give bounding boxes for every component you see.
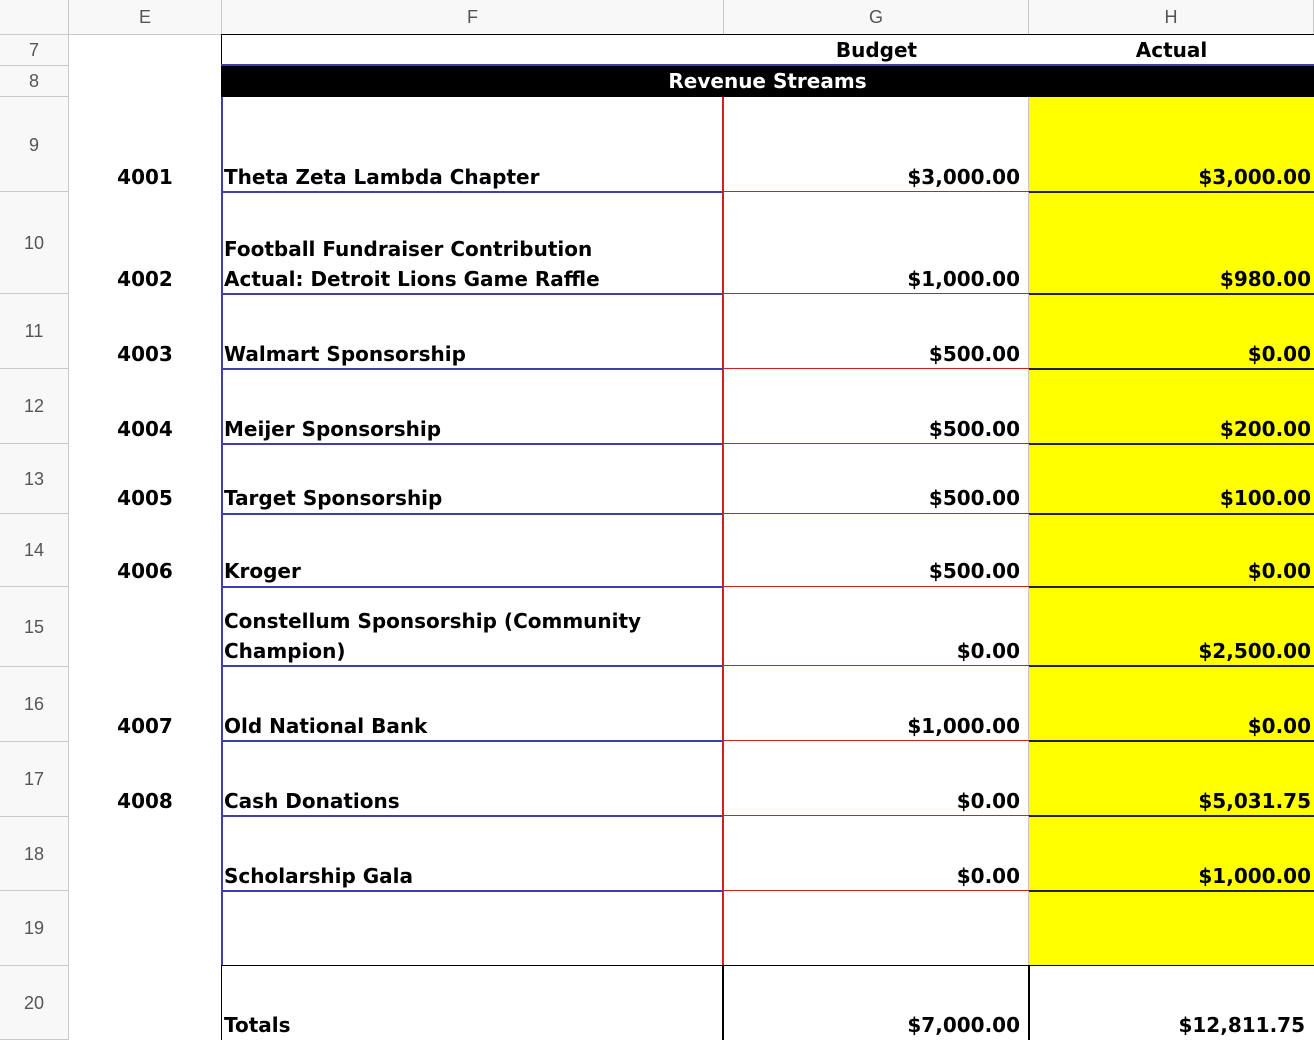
budget-amount[interactable]: $1,000.00 — [907, 267, 1020, 291]
row-header-16[interactable]: 16 — [0, 667, 69, 742]
row-header-20[interactable]: 20 — [0, 966, 69, 1040]
row-separator — [1029, 293, 1314, 295]
account-code[interactable]: 4006 — [117, 559, 173, 583]
actual-amount[interactable]: $0.00 — [1247, 559, 1311, 583]
budget-amount[interactable]: $3,000.00 — [907, 165, 1020, 189]
row-separator — [1029, 740, 1314, 742]
revenue-description[interactable]: Theta Zeta Lambda Chapter — [224, 165, 540, 189]
revenue-description[interactable]: Walmart Sponsorship — [224, 342, 466, 366]
actual-amount[interactable]: $2,500.00 — [1198, 639, 1311, 663]
revenue-description[interactable]: Target Sponsorship — [224, 486, 443, 510]
account-code[interactable]: 4004 — [117, 417, 173, 441]
actual-amount[interactable]: $200.00 — [1219, 417, 1311, 441]
budget-amount[interactable]: $0.00 — [956, 789, 1020, 813]
row-header-15[interactable]: 15 — [0, 587, 69, 667]
row-header-13[interactable]: 13 — [0, 444, 69, 514]
column-header-e[interactable]: E — [69, 0, 222, 35]
row-header-18[interactable]: 18 — [0, 817, 69, 891]
revenue-description[interactable]: Meijer Sponsorship — [224, 417, 442, 441]
left-border — [221, 97, 223, 966]
row-separator — [723, 586, 1029, 587]
account-code[interactable]: 4001 — [117, 165, 173, 189]
budget-amount[interactable]: $500.00 — [928, 559, 1020, 583]
row-header-11[interactable]: 11 — [0, 294, 69, 369]
actual-amount[interactable]: $0.00 — [1247, 714, 1311, 738]
row-separator — [1029, 890, 1314, 892]
actual-amount[interactable]: $5,031.75 — [1198, 789, 1311, 813]
row-separator — [1029, 443, 1314, 445]
column-header-h[interactable]: H — [1029, 0, 1314, 35]
row-separator — [723, 443, 1029, 444]
totals-label[interactable]: Totals — [224, 1013, 291, 1037]
row-separator — [221, 586, 723, 588]
row-separator — [723, 293, 1029, 294]
actual-amount[interactable]: $1,000.00 — [1198, 864, 1311, 888]
budget-divider — [722, 97, 724, 966]
budget-amount[interactable]: $0.00 — [956, 639, 1020, 663]
account-code[interactable]: 4005 — [117, 486, 173, 510]
row-header-9[interactable]: 9 — [0, 97, 69, 192]
row-separator — [1029, 191, 1314, 193]
column-header-g[interactable]: G — [724, 0, 1029, 35]
budget-amount[interactable]: $0.00 — [956, 864, 1020, 888]
revenue-description[interactable]: Cash Donations — [224, 789, 400, 813]
row-separator — [723, 513, 1029, 514]
budget-header[interactable]: Budget — [835, 38, 918, 62]
actual-header[interactable]: Actual — [1135, 38, 1208, 62]
budget-amount[interactable]: $1,000.00 — [907, 714, 1020, 738]
row-header-17[interactable]: 17 — [0, 742, 69, 817]
section-title: Revenue Streams — [668, 69, 867, 93]
actual-amount[interactable]: $100.00 — [1219, 486, 1311, 510]
actual-divider — [1028, 97, 1029, 966]
row-separator — [723, 665, 1029, 666]
actual-amount[interactable]: $0.00 — [1247, 342, 1311, 366]
revenue-description[interactable]: Old National Bank — [224, 714, 428, 738]
budget-amount[interactable]: $500.00 — [928, 342, 1020, 366]
corner-cell[interactable] — [0, 0, 69, 35]
row-separator — [221, 513, 723, 515]
row-separator — [723, 740, 1029, 741]
revenue-description[interactable]: Football Fundraiser Contribution Actual: Detroit Lions Game Raffle — [224, 237, 600, 291]
row-separator — [1029, 665, 1314, 667]
revenue-description[interactable]: Scholarship Gala — [224, 864, 413, 888]
actual-column-fill — [1029, 97, 1314, 966]
row-separator — [1029, 815, 1314, 817]
row-header-12[interactable]: 12 — [0, 369, 69, 444]
row-header-7[interactable]: 7 — [0, 35, 69, 66]
row-header-19[interactable]: 19 — [0, 891, 69, 966]
row-header-8[interactable]: 8 — [0, 66, 69, 97]
row-header-10[interactable]: 10 — [0, 192, 69, 294]
budget-amount[interactable]: $500.00 — [928, 417, 1020, 441]
row-separator — [723, 890, 1029, 891]
row-separator — [1029, 513, 1314, 515]
account-code[interactable]: 4003 — [117, 342, 173, 366]
account-code[interactable]: 4007 — [117, 714, 173, 738]
totals-actual[interactable]: $12,811.75 — [1178, 1013, 1305, 1037]
revenue-description[interactable]: Constellum Sponsorship (Community Champion) — [224, 609, 642, 663]
totals-budget[interactable]: $7,000.00 — [907, 1013, 1020, 1037]
row-separator — [1029, 368, 1314, 370]
account-code[interactable]: 4008 — [117, 789, 173, 813]
row-separator — [723, 191, 1029, 192]
column-header-f[interactable]: F — [222, 0, 724, 35]
row-separator — [723, 368, 1029, 369]
account-code[interactable]: 4002 — [117, 267, 173, 291]
row-header-14[interactable]: 14 — [0, 514, 69, 587]
actual-amount[interactable]: $980.00 — [1219, 267, 1311, 291]
row-separator — [1029, 586, 1314, 588]
revenue-description[interactable]: Kroger — [224, 559, 301, 583]
actual-amount[interactable]: $3,000.00 — [1198, 165, 1311, 189]
row-separator — [723, 815, 1029, 816]
budget-amount[interactable]: $500.00 — [928, 486, 1020, 510]
